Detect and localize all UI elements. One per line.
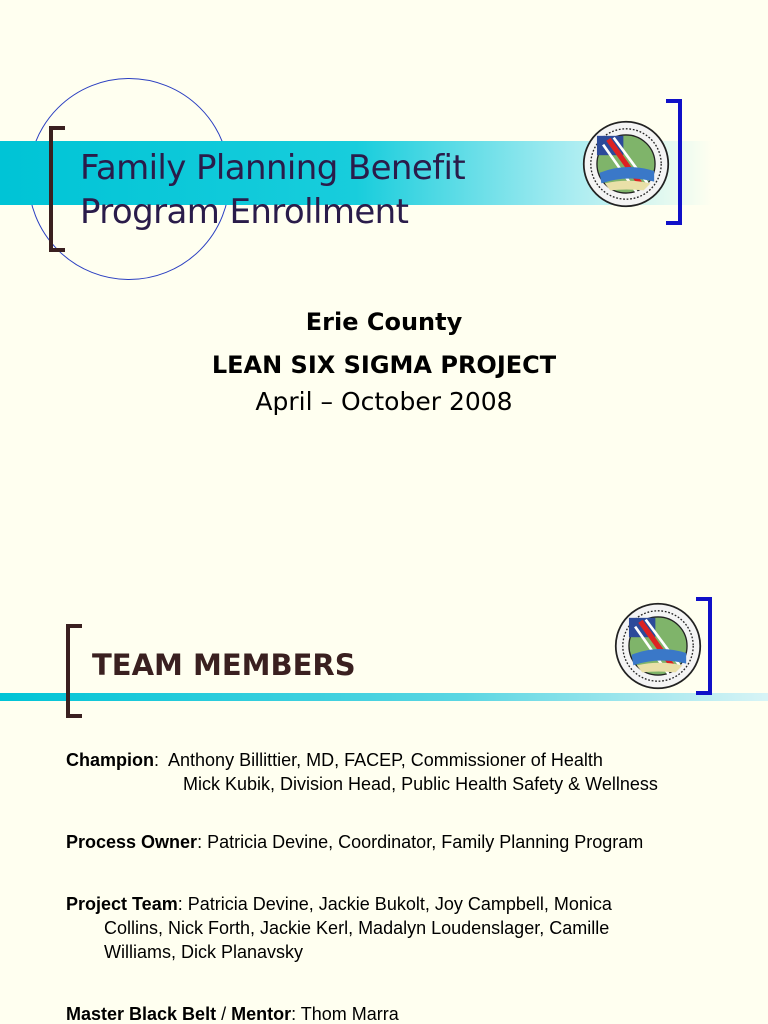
mentor-entry: Master Black Belt / Mentor: Thom Marra xyxy=(66,1004,399,1024)
team-members-slide xyxy=(0,512,768,1024)
mentor-label-part-1: Master Black Belt xyxy=(66,1004,217,1024)
county-seal-icon xyxy=(582,120,670,208)
project-team-line-2: Collins, Nick Forth, Jackie Kerl, Madalyn Loudenslager, Camille xyxy=(104,918,610,938)
process-owner-entry: Process Owner: Patricia Devine, Coordinator, Family Planning Program xyxy=(66,832,644,852)
project-team-label: Project Team xyxy=(66,894,178,914)
mentor-label-part-2: Mentor xyxy=(231,1004,292,1024)
process-owner-label: Process Owner xyxy=(66,832,198,852)
process-owner-value: Patricia Devine, Coordinator, Family Planning Program xyxy=(207,832,644,852)
project-team-line-1: Patricia Devine, Jackie Bukolt, Joy Campbell, Monica xyxy=(187,894,612,914)
champion-line-2: Mick Kubik, Division Head, Public Health Safety & Wellness xyxy=(183,774,658,794)
left-bracket-decoration xyxy=(49,126,65,252)
champion-line-1: Anthony Billittier, MD, FACEP, Commissioner of Health xyxy=(168,750,603,770)
mentor-label-separator: / xyxy=(216,1004,232,1024)
subtitle-dates: April – October 2008 xyxy=(255,387,513,416)
mentor-value: Thom Marra xyxy=(300,1004,399,1024)
project-team-entry: Project Team: Patricia Devine, Jackie Bukolt, Joy Campbell, Monica Collins, Nick Forth, Jackie Kerl, Madalyn Loudenslager, Camille Williams, Dick Planavsky xyxy=(66,892,766,964)
subtitle-project: LEAN SIX SIGMA PROJECT xyxy=(211,351,557,379)
champion-label: Champion xyxy=(66,750,154,770)
champion-entry: Champion: Anthony Billittier, MD, FACEP, Commissioner of Health Mick Kubik, Division Head, Public Health Safety & Wellness xyxy=(66,748,766,796)
subtitle-county: Erie County xyxy=(305,308,463,336)
team-members-heading: TEAM MEMBERS xyxy=(92,648,356,682)
slide-title xyxy=(80,146,465,234)
title-line-2: Program Enrollment xyxy=(80,192,409,232)
left-bracket-decoration xyxy=(66,624,82,718)
title-line-1: Family Planning Benefit xyxy=(80,148,466,188)
county-seal-icon xyxy=(614,602,702,690)
heading-band xyxy=(0,693,768,701)
project-team-line-3: Williams, Dick Planavsky xyxy=(104,942,304,962)
